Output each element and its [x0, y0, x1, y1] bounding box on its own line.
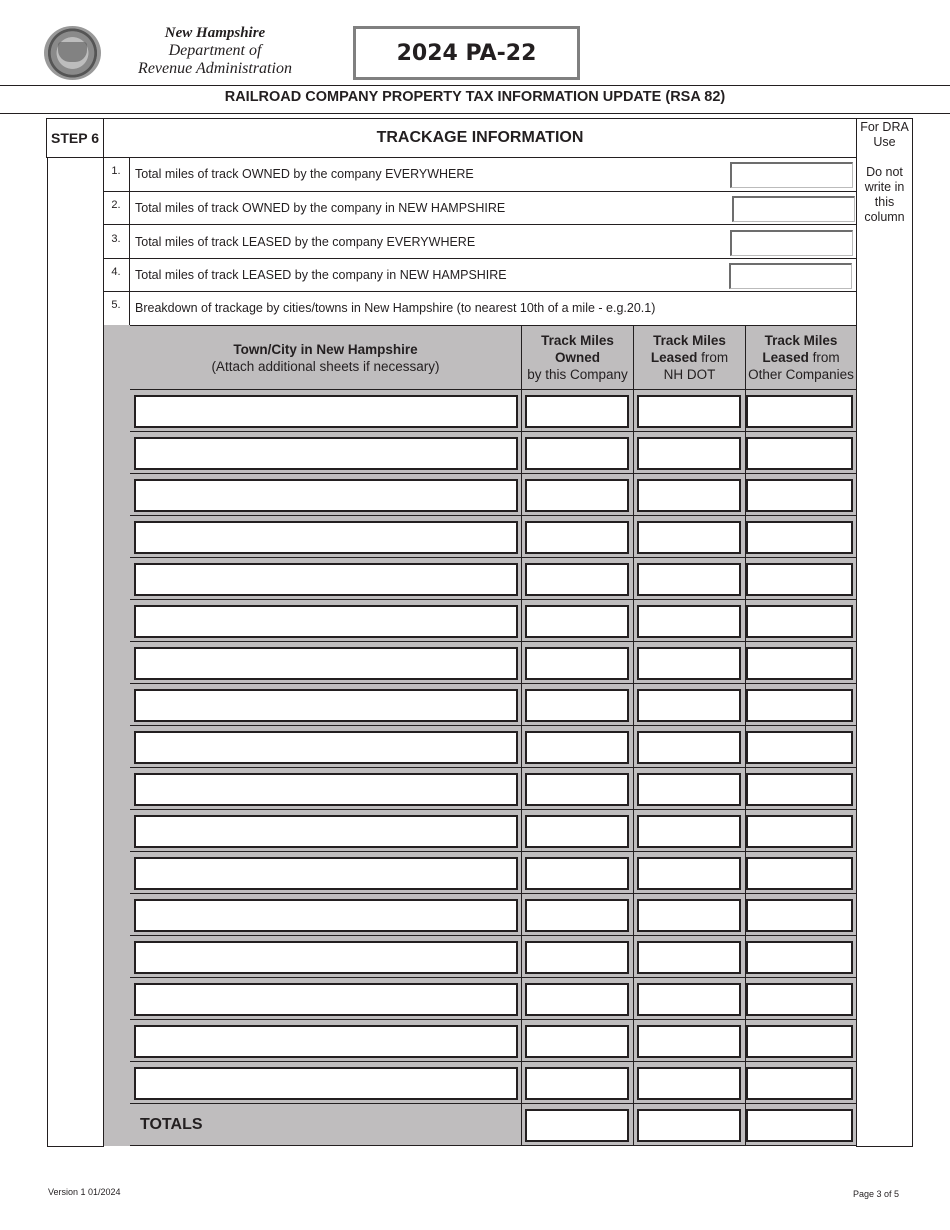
town-city-input[interactable] — [134, 1025, 518, 1058]
dra-note: write in — [864, 180, 905, 194]
miles-owned-input[interactable] — [525, 563, 629, 596]
column-header-subtitle: from — [808, 350, 840, 365]
column-header-title: Track Miles — [541, 333, 614, 348]
table-row — [130, 978, 857, 1020]
miles-owned-input[interactable] — [525, 773, 629, 806]
town-city-input[interactable] — [134, 437, 518, 470]
table-row — [130, 600, 857, 642]
table-row — [130, 642, 857, 684]
miles-owned-input[interactable] — [525, 983, 629, 1016]
question-text: Total miles of track LEASED by the company in NEW HAMPSHIRE — [135, 267, 507, 282]
miles-owned-input[interactable] — [525, 521, 629, 554]
miles-leased-nhdot-input[interactable] — [637, 857, 741, 890]
column-header-leased-other — [745, 325, 857, 390]
agency-line-1: New Hampshire — [164, 25, 266, 41]
miles-leased-nhdot-input[interactable] — [637, 521, 741, 554]
column-header-town — [130, 325, 522, 390]
question-text: Total miles of track LEASED by the company EVERYWHERE — [135, 234, 476, 249]
town-city-input[interactable] — [134, 983, 518, 1016]
miles-leased-other-input[interactable] — [746, 563, 853, 596]
miles-leased-nhdot-input[interactable] — [637, 605, 741, 638]
miles-leased-nhdot-input[interactable] — [637, 1025, 741, 1058]
version-label: Version 1 01/2024 — [48, 1187, 121, 1197]
form-id: 2024 PA-22 — [353, 26, 580, 80]
miles-leased-other-input[interactable] — [746, 815, 853, 848]
divider — [0, 113, 950, 114]
miles-leased-other-input[interactable] — [746, 1025, 853, 1058]
total-miles-owned-input[interactable] — [525, 1109, 629, 1142]
miles-leased-other-input[interactable] — [746, 479, 853, 512]
town-city-input[interactable] — [134, 1067, 518, 1100]
column-header-title: Owned — [554, 350, 600, 365]
miles-leased-other-input[interactable] — [746, 983, 853, 1016]
miles-owned-input[interactable] — [525, 941, 629, 974]
table-row — [130, 726, 857, 768]
step-label: STEP 6 — [46, 118, 104, 158]
miles-owned-input[interactable] — [525, 647, 629, 680]
town-city-input[interactable] — [134, 689, 518, 722]
miles-leased-other-input[interactable] — [746, 521, 853, 554]
column-header-title: Town/City in New Hampshire — [233, 341, 418, 357]
miles-leased-nhdot-input[interactable] — [637, 899, 741, 932]
miles-leased-nhdot-input[interactable] — [637, 437, 741, 470]
miles-owned-input[interactable] — [525, 479, 629, 512]
miles-leased-other-input[interactable] — [746, 1067, 853, 1100]
miles-owned-input[interactable] — [525, 605, 629, 638]
step-title: TRACKAGE INFORMATION — [103, 118, 857, 158]
dra-note: column — [864, 210, 905, 224]
miles-owned-input[interactable] — [525, 1067, 629, 1100]
column-header-subtitle: from — [697, 350, 729, 365]
question-number: 1. — [103, 157, 130, 191]
table-row — [130, 936, 857, 978]
dra-note: Do not — [866, 165, 903, 179]
table-row — [130, 810, 857, 852]
question-4-miles-input[interactable] — [729, 263, 852, 289]
miles-owned-input[interactable] — [525, 437, 629, 470]
town-city-input[interactable] — [134, 395, 518, 428]
question-1-miles-input[interactable] — [730, 162, 853, 188]
miles-leased-nhdot-input[interactable] — [637, 773, 741, 806]
column-header-subtitle: by this Company — [527, 367, 628, 382]
miles-leased-other-input[interactable] — [746, 899, 853, 932]
column-header-subtitle: (Attach additional sheets if necessary) — [211, 358, 440, 374]
total-miles-leased-other-input[interactable] — [746, 1109, 853, 1142]
miles-leased-other-input[interactable] — [746, 773, 853, 806]
totals-label: TOTALS — [140, 1116, 203, 1133]
column-header-subtitle: NH DOT — [663, 367, 716, 382]
miles-owned-input[interactable] — [525, 815, 629, 848]
town-city-input[interactable] — [134, 731, 518, 764]
question-2-miles-input[interactable] — [732, 196, 855, 222]
column-header-leased-nhdot — [633, 325, 746, 390]
town-city-input[interactable] — [134, 563, 518, 596]
question-number: 2. — [103, 191, 130, 224]
town-city-input[interactable] — [134, 647, 518, 680]
dra-use-column — [856, 118, 913, 1147]
miles-leased-nhdot-input[interactable] — [637, 731, 741, 764]
question-number: 3. — [103, 225, 130, 258]
dra-note: this — [874, 195, 895, 209]
table-row — [130, 516, 857, 558]
miles-leased-nhdot-input[interactable] — [637, 647, 741, 680]
miles-leased-nhdot-input[interactable] — [637, 479, 741, 512]
miles-leased-nhdot-input[interactable] — [637, 815, 741, 848]
agency-line-3: Revenue Administration — [138, 60, 292, 77]
totals-row — [130, 1104, 857, 1146]
column-header-title: Leased — [762, 350, 809, 365]
miles-leased-nhdot-input[interactable] — [637, 563, 741, 596]
state-seal-icon — [44, 26, 101, 80]
miles-owned-input[interactable] — [525, 1025, 629, 1058]
step-left-column — [47, 157, 104, 1147]
table-row — [130, 768, 857, 810]
town-city-input[interactable] — [134, 857, 518, 890]
question-number: 5. — [103, 291, 130, 325]
dra-label: Use — [873, 135, 896, 149]
table-row — [130, 432, 857, 474]
town-city-input[interactable] — [134, 773, 518, 806]
agency-line-2: Department of — [168, 42, 262, 59]
miles-leased-other-input[interactable] — [746, 857, 853, 890]
town-city-input[interactable] — [134, 899, 518, 932]
miles-leased-other-input[interactable] — [746, 731, 853, 764]
question-text: Breakdown of trackage by cities/towns in New Hampshire (to nearest 10th of a mile - e.g.20.1) — [135, 301, 656, 315]
column-header-title: Track Miles — [764, 333, 838, 348]
miles-leased-other-input[interactable] — [746, 395, 853, 428]
agency-name — [110, 24, 320, 78]
column-header-owned — [521, 325, 634, 390]
town-city-input[interactable] — [134, 479, 518, 512]
question-number: 4. — [103, 258, 130, 291]
miles-leased-other-input[interactable] — [746, 689, 853, 722]
town-city-input[interactable] — [134, 941, 518, 974]
town-city-input[interactable] — [134, 521, 518, 554]
column-header-title: Leased — [650, 350, 698, 365]
table-row — [130, 1062, 857, 1104]
miles-leased-nhdot-input[interactable] — [637, 941, 741, 974]
column-header-title: Track Miles — [653, 333, 726, 348]
miles-leased-nhdot-input[interactable] — [637, 983, 741, 1016]
town-city-input[interactable] — [134, 815, 518, 848]
table-row — [130, 558, 857, 600]
miles-leased-nhdot-input[interactable] — [637, 1067, 741, 1100]
table-row — [130, 474, 857, 516]
page-number: Page 3 of 5 — [853, 1189, 900, 1199]
table-row — [130, 390, 857, 432]
table-row — [130, 894, 857, 936]
divider — [0, 85, 950, 86]
miles-leased-nhdot-input[interactable] — [637, 395, 741, 428]
dra-label: For DRA — [860, 120, 909, 134]
miles-owned-input[interactable] — [525, 857, 629, 890]
table-row — [130, 1020, 857, 1062]
miles-leased-nhdot-input[interactable] — [637, 689, 741, 722]
miles-owned-input[interactable] — [525, 899, 629, 932]
miles-owned-input[interactable] — [525, 731, 629, 764]
question-row-5 — [103, 291, 857, 326]
document-title: RAILROAD COMPANY PROPERTY TAX INFORMATION UPDATE (RSA 82) — [224, 89, 726, 105]
table-row — [130, 852, 857, 894]
miles-leased-other-input[interactable] — [746, 941, 853, 974]
miles-owned-input[interactable] — [525, 689, 629, 722]
miles-owned-input[interactable] — [525, 395, 629, 428]
total-miles-leased-nhdot-input[interactable] — [637, 1109, 741, 1142]
question-3-miles-input[interactable] — [730, 230, 853, 256]
town-city-input[interactable] — [134, 605, 518, 638]
question-text: Total miles of track OWNED by the company EVERYWHERE — [135, 167, 474, 181]
table-row — [130, 684, 857, 726]
miles-leased-other-input[interactable] — [746, 647, 853, 680]
column-header-subtitle: Other Companies — [748, 367, 854, 382]
miles-leased-other-input[interactable] — [746, 437, 853, 470]
table-side-strip — [104, 325, 131, 1146]
question-text: Total miles of track OWNED by the company in NEW HAMPSHIRE — [135, 200, 506, 215]
miles-leased-other-input[interactable] — [746, 605, 853, 638]
